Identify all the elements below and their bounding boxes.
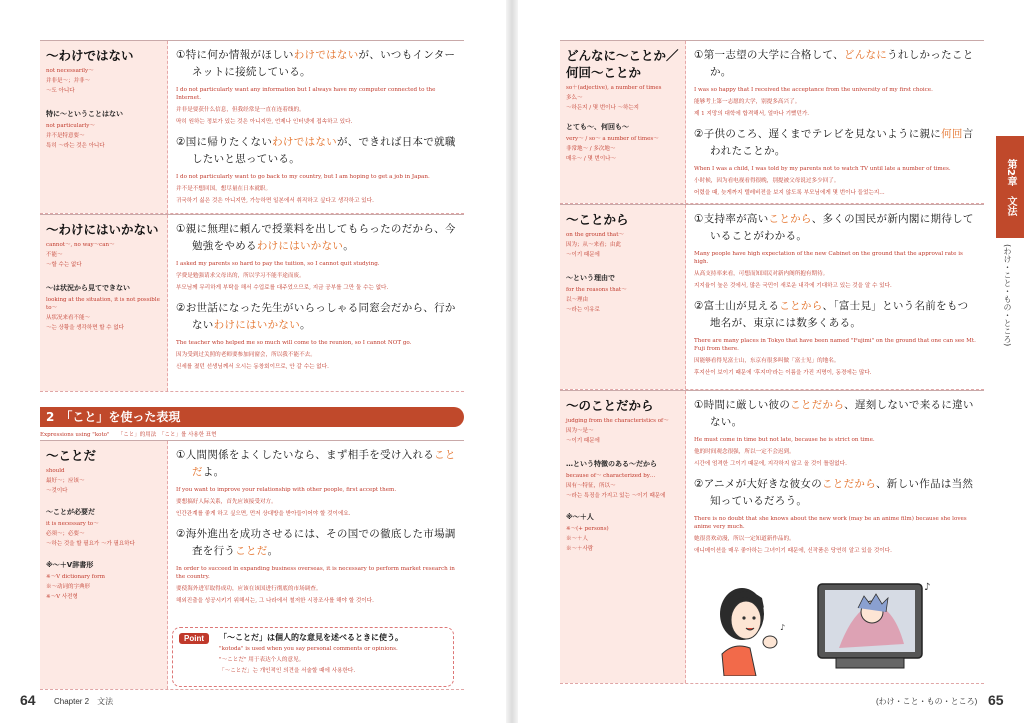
pattern-cn: 多么～ — [566, 95, 583, 101]
translation-ko: 부모님께 무리하게 부탁을 해서 수업료를 대주었으므로, 지금 공부를 그만 둘 수는 없다. — [176, 285, 389, 291]
pattern-meaning: 特に～ということはない — [46, 110, 123, 118]
section-subtitle: Expressions using "koto" 「こと」的用法 「こと」를 사용한 표현 — [40, 432, 217, 438]
example-sentence: ②国に帰りたくないわけではないが、できれば日本で就職したいと思っている。 — [176, 136, 456, 165]
entry-wakedewanai — [40, 40, 464, 214]
meaning-cn: 因有～特征，所以～ — [566, 483, 616, 489]
grammar-note-cn: ※～＋人 — [566, 536, 589, 542]
svg-text:♪: ♪ — [924, 582, 931, 593]
pattern-meaning: ～は状況から見てできない — [46, 284, 130, 292]
translation-cn: 因能够看得见富士山，东京有很多叫做「富士见」的地名。 — [694, 358, 840, 364]
translation-cn: 学费是勉强请求父母出的，所以学习不能半途而废。 — [176, 273, 305, 279]
entry-kotokara — [560, 204, 984, 390]
pattern-en: should — [46, 468, 65, 474]
example-sentence: ①時間に厳しい彼のことだから、遅刻しないで来るに違いない。 — [694, 399, 974, 428]
page-number-right: 65 — [988, 692, 1004, 708]
meaning-en: for the reasons that～ — [566, 287, 627, 293]
meaning-ko: ～라는 특징을 가지고 있는 ～이기 때문에 — [566, 493, 666, 499]
pattern-en: on the ground that～ — [566, 232, 624, 238]
pattern-title: ～ことから — [566, 212, 629, 227]
translation-en: There is no doubt that she knows about the new work (may be an anime film) because she loves anime very much. — [694, 516, 967, 530]
translation-cn: 并非是要获什么信息，但我经常是一直在连着线的。 — [176, 107, 305, 113]
entry-header — [560, 41, 686, 203]
translation-en: He must come in time but not late, because he is strict on time. — [694, 437, 875, 443]
meaning-en: looking at the situation, it is not possible to～ — [46, 297, 160, 311]
translation-en: Many people have high expectation of the new Cabinet on the ground that the approval rate is high. — [694, 251, 963, 265]
translation-en: I was so happy that I received the acceptance from the university of my first choice. — [694, 87, 933, 93]
pattern-cn: 因为～是～ — [566, 428, 594, 434]
section-title: 「こと」を使った表現 — [60, 410, 181, 424]
grammar-note-ko: ※～V 사전형 — [46, 594, 78, 600]
pattern-ko: ～할 수는 없다 — [46, 262, 82, 268]
footer-left: Chapter 2 文法 — [54, 697, 114, 706]
entry-wakeniwaikanai — [40, 214, 464, 392]
translation-ko: 제 1 지망의 대학에 합격해서, 얼마나 기뻤던가. — [694, 111, 810, 117]
pattern-en: cannot～, no way～can～ — [46, 242, 115, 248]
example-sentence: ②アニメが大好きな彼女のことだから、新しい作品は当然知っているだろう。 — [694, 478, 974, 507]
translation-cn: 从高支持率来看，可想而知国民对新内阁所抱有期待。 — [694, 271, 829, 277]
entry-examples — [686, 41, 984, 203]
meaning-en: it is necessary to～ — [46, 521, 99, 527]
pattern-grammar-note: ※～＋V辞書形 — [46, 561, 94, 569]
pattern-title: ～わけにはいかない — [46, 222, 159, 237]
pattern-ko: ～이기 때문에 — [566, 438, 600, 444]
point-cn: "～ことだ" 用于表达个人的意见。 — [219, 657, 305, 663]
example-sentence: ①第一志望の大学に合格して、どんなにうれしかったことか。 — [694, 49, 974, 78]
pattern-title: ～わけではない — [46, 48, 134, 63]
pattern-ko: ～도 아니다 — [46, 88, 75, 94]
example-sentence: ②富士山が見えることから、「富士見」という名前をもつ地名が、東京には数多くある。 — [694, 300, 969, 329]
example-sentence: ②お世話になった先生がいらっしゃる同窓会だから、行かないわけにはいかない。 — [176, 302, 456, 331]
entry-examples — [168, 215, 464, 391]
example-sentence: ②子供のころ、遅くまでテレビを見ないように親に何回言われたことか。 — [694, 128, 974, 157]
meaning-ko: ～는 상황을 생각하면 할 수 없다 — [46, 325, 124, 331]
svg-text:♪: ♪ — [780, 623, 786, 632]
pattern-title: ～ことだ — [46, 448, 97, 463]
pattern-en: so＋(adjective), a number of times — [566, 85, 662, 91]
pattern-ko: ～것이다 — [46, 488, 68, 494]
translation-ko: 귀국하기 싫은 것은 아니지만, 가능하면 일본에서 취직하고 싶다고 생각하고 있다. — [176, 198, 374, 204]
pattern-cn: 并非是～；并非～ — [46, 78, 91, 84]
translation-cn: 并不是不想回国，想尽量在日本就职。 — [176, 186, 272, 192]
translation-en: If you want to improve your relationship with other people, first accept them. — [176, 487, 397, 493]
meaning-en: not particularly～ — [46, 123, 95, 129]
translation-cn: 她很喜欢动漫，所以一定知道新作品的。 — [694, 536, 795, 542]
meaning-ko: ～라는 이유로 — [566, 307, 600, 313]
pattern-meaning: ～という理由で — [566, 274, 615, 282]
meaning-ko: 매우～ / 몇 번이나～ — [566, 156, 616, 162]
entry-header — [560, 391, 686, 683]
entry-header — [560, 205, 686, 389]
grammar-note-ko: ※～＋사람 — [566, 546, 594, 552]
point-text: 「～ことだ」は個人的な意見を述べるときに使う。 — [219, 633, 403, 642]
meaning-cn: 非常地～ / 多次地～ — [566, 146, 616, 152]
entry-header — [40, 441, 168, 689]
pattern-en: not necessarily～ — [46, 68, 94, 74]
footer-right: (わけ・こと・もの・ところ) — [876, 697, 978, 706]
example-sentence: ①親に無理に頼んで授業料を出してもらったのだから、今勉強をやめるわけにはいかない。 — [176, 223, 456, 252]
point-note — [172, 627, 454, 687]
translation-cn: 小时候，因为看电视看得很晚，别提被父母说过多少回了。 — [694, 178, 840, 184]
meaning-cn: 并不是特意要～ — [46, 133, 85, 139]
translation-ko: 지지율이 높은 것에서, 많은 국민이 새로운 내각에 기대하고 있는 것을 알 수 있다. — [694, 283, 892, 289]
example-sentence: ①人間関係をよくしたいなら、まず相手を受け入れることだよ。 — [176, 449, 456, 478]
translation-en: In order to succeed in expanding business overseas, it is necessary to perform market research in the country. — [176, 566, 455, 580]
chapter-tab-subtitle: (わけ・こと・もの・ところ) — [1003, 244, 1012, 347]
pattern-cn: 不能～ — [46, 252, 63, 258]
translation-en: I asked my parents so hard to pay the tuition, so I cannot quit studying. — [176, 261, 380, 267]
translation-en: I do not particularly want any information but I always have my computer connected to the Internet. — [176, 87, 436, 101]
entry-examples — [168, 41, 464, 213]
pattern-cn: 最好～；应该～ — [46, 478, 85, 484]
page-number-left: 64 — [20, 692, 36, 708]
point-tag: Point — [179, 633, 209, 644]
pattern-meaning: とても～、何回も～ — [566, 123, 629, 131]
translation-cn: 他的时间观念很强，所以一定不会迟到。 — [694, 449, 795, 455]
pattern-ko: ～하든지 / 몇 번이나 ～하는지 — [566, 105, 639, 111]
translation-ko: 애니메이션을 매우 좋아하는 그녀이기 때문에, 신작품은 당연히 알고 있을 것이다. — [694, 548, 892, 554]
section-header — [40, 407, 464, 427]
pattern-cn: 因为；从～来看；由此 — [566, 242, 622, 248]
grammar-note-en: ※～(+ persons) — [566, 526, 609, 532]
pattern-title: どんなに～ことか／何回～ことか — [566, 48, 679, 80]
translation-cn: 因为受到过关照的老师要参加同窗会，所以我不能不去。 — [176, 352, 316, 358]
entry-donnani-kotoka — [560, 40, 984, 204]
point-ko: 「～ことだ」는 개인적인 의견을 서술할 때에 사용한다. — [219, 668, 356, 674]
translation-en: When I was a child, I was told by my parents not to watch TV until late a number of times. — [694, 166, 951, 172]
pattern-title: ～のことだから — [566, 398, 654, 413]
meaning-ko: ～하는 것을 할 필요가 ～가 필요하다 — [46, 541, 135, 547]
translation-ko: 딱히 원하는 정보가 있는 것은 아니지만, 언제나 인터넷에 접속하고 있다. — [176, 119, 353, 125]
pattern-ko: ～이기 때문에 — [566, 252, 600, 258]
translation-ko: 인간관계를 좋게 하고 싶으면, 먼저 상대방을 받아들이어야 할 것이에요. — [176, 511, 351, 517]
translation-en: I do not particularly want to go back to my country, but I am hoping to get a job in Japan. — [176, 174, 430, 180]
translation-ko: 신세를 졌던 선생님께서 오시는 동창회이므로, 안 갈 수는 없다. — [176, 364, 329, 370]
pattern-en: judging from the characteristics of～ — [566, 418, 669, 424]
translation-ko: 후지산이 보이기 때문에 '후지미'라는 이름을 가진 지명이, 동경에는 많다. — [694, 370, 872, 376]
translation-cn: 能够考上第一志愿的大学，别提多高兴了。 — [694, 99, 801, 105]
meaning-cn: 以～理由 — [566, 297, 589, 303]
grammar-note-cn: ※～动词的字典形 — [46, 584, 91, 590]
section-number: 2 — [46, 410, 55, 424]
meaning-en: very～ / so～ a number of times～ — [566, 136, 659, 142]
grammar-note-en: ※～V dictionary form — [46, 574, 105, 580]
translation-en: The teacher who helped me so much will come to the reunion, so I cannot NOT go. — [176, 340, 412, 346]
example-sentence: ①支持率が高いことから、多くの国民が新内閣に期待していることがわかる。 — [694, 213, 974, 242]
example-sentence: ②海外進出を成功させるには、その国での徹底した市場調査を行うことだ。 — [176, 528, 456, 557]
translation-ko: 시간에 엄격한 그이기 때문에, 지각하지 않고 올 것이 틀림없다. — [694, 461, 847, 467]
example-sentence: ①特に何か情報がほしいわけではないが、いつもインターネットに接続している。 — [176, 49, 456, 78]
chapter-tab: 第2章 文法 — [996, 136, 1024, 238]
translation-cn: 要想搞好人际关系，首先应该接受对方。 — [176, 499, 277, 505]
translation-cn: 要使海外进军取得成功，应该在该国进行彻底的市场调查。 — [176, 586, 322, 592]
meaning-ko: 특히 ～라는 것은 아니다 — [46, 143, 105, 149]
meaning-cn: 从状况来看不能～ — [46, 315, 91, 321]
translation-ko: 어렸을 때, 늦게까지 텔레비전을 보지 않도록 부모님에게 몇 번이나 들었는지... — [694, 190, 885, 196]
entry-header — [40, 215, 168, 391]
woman-watching-tv-illustration — [704, 568, 944, 676]
pattern-meaning: ～ことが必要だ — [46, 508, 95, 516]
entry-header — [40, 41, 168, 213]
meaning-en: because of～ characterized by… — [566, 473, 656, 479]
entry-examples — [686, 205, 984, 389]
book-spine — [506, 0, 518, 723]
pattern-grammar-note: ※～＋人 — [566, 513, 594, 521]
translation-en: There are many places in Tokyo that have been named "Fujimi" on the ground that one can see Mt. Fuji from there. — [694, 338, 976, 352]
meaning-cn: 必须～；必要～ — [46, 531, 85, 537]
translation-ko: 해외진출을 성공시키기 위해서는, 그 나라에서 철저한 시장조사를 해야 할 것이다. — [176, 598, 374, 604]
pattern-meaning: …という特徴のある～だから — [566, 460, 657, 468]
point-en: "kotoda" is used when you say personal comments or opinions. — [219, 646, 398, 652]
